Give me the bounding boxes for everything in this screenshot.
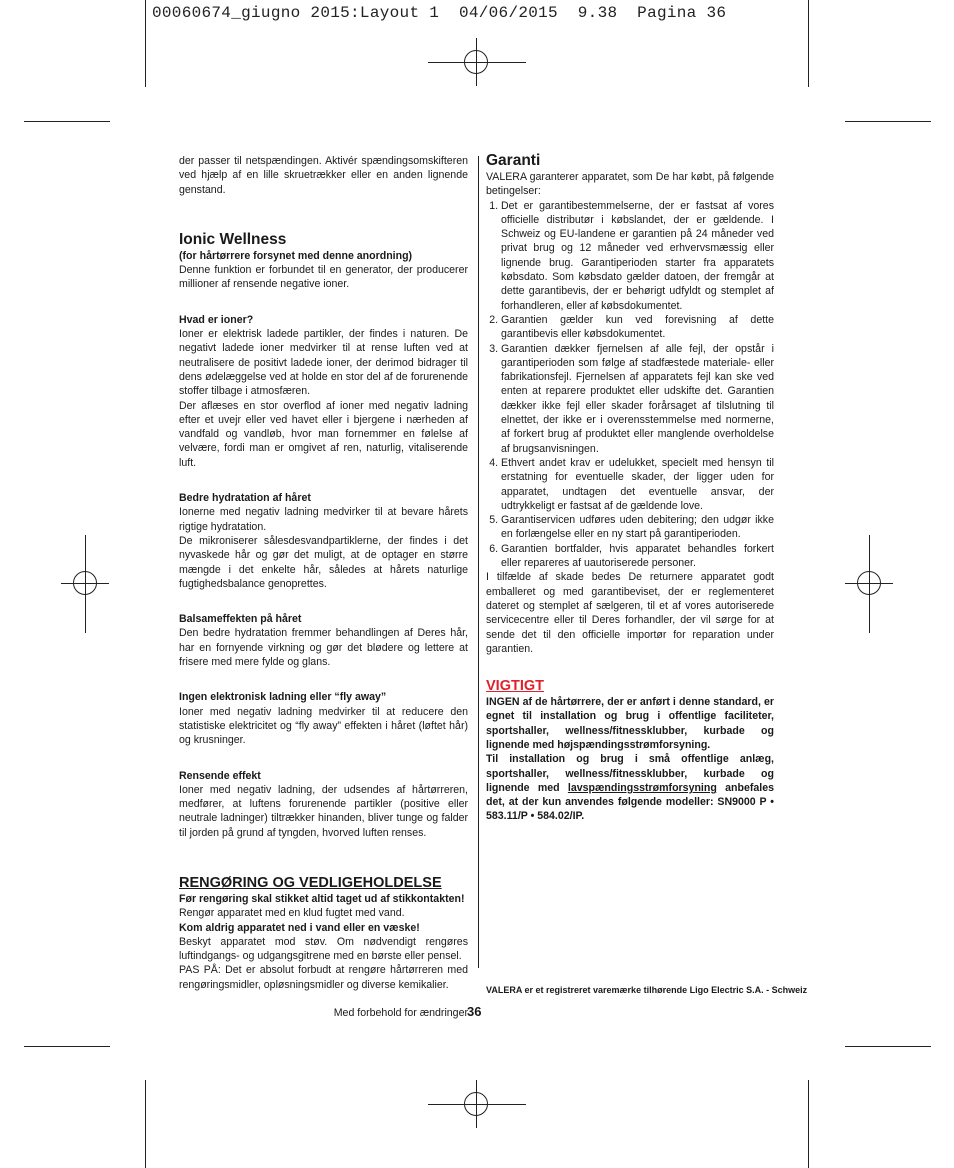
paragraph: De mikroniserer sålesdesvandpartiklerne, der findes i det nyvaskede hår og gør det muligt, at de optager en større mængde i det enkelte hår, således at hårets naturlige fugtighedsbalance genoprettes. bbox=[179, 534, 468, 590]
paragraph: Beskyt apparatet mod støv. Om nødvendigt rengøres luftindgangs- og udgangsgitrene med en børste eller pensel. bbox=[179, 935, 468, 963]
registration-circle-icon bbox=[464, 1092, 488, 1116]
registration-circle-icon bbox=[857, 571, 881, 595]
list-item: 1. Det er garantibestemmelserne, der er fastsat af vores officielle distributør i købslandet, der er gældende. I Schweiz og EU-landene er garantien på 24 måneder ved privat brug og 12 måneder ved erhvervsmæssig eller lignende brug. Garantiperioden starter fra apparatets købsdato. Som købsdato gælder datoen, der fremgår at dette garantibevis, der er behørigt udfyldt og stemplet af forhandleren, eller af købsdokumentet. bbox=[501, 199, 774, 313]
vigtigt-paragraph bbox=[486, 752, 774, 823]
text-span: Til installation og brug i små offentlige anlæg, sportshaller, wellness/fitnessklubber, kurbade og lignende med bbox=[486, 753, 774, 794]
registration-circle-icon bbox=[464, 50, 488, 74]
crop-mark bbox=[808, 0, 809, 87]
list-item: 5. Garantiservicen udføres uden debitering; den udgør ikke en forlængelse eller en ny start på garantiperioden. bbox=[501, 513, 774, 542]
list-item: 3. Garantien dækker fjernelsen af alle fejl, der opstår i garantiperioden som følge af stadfæstede materiale- eller fabrikationsfejl. Fjernelsen af apparatets fejl kan ske ved enten at reparere produktet eller udskifte det. Garantien dækker ikke fejl eller skader forårsaget af tilslutning til elnettet, der ikke er i overensstemmelse med normerne, af forkert brug af produktet eller manglende overholdelse af brugsanvisningen. bbox=[501, 342, 774, 456]
crop-mark bbox=[808, 1080, 809, 1168]
text-span: anbefales det, at der kun anvendes følgende modeller: SN9000 P • 583.11/P • 584.02/IP. bbox=[486, 781, 774, 823]
paragraph: PAS PÅ: Det er absolut forbudt at rengøre hårtørreren med rengøringsmidler, opløsningsmidler og diverse kemikalier. bbox=[179, 964, 468, 991]
section-heading: Bedre hydratation af håret bbox=[179, 492, 311, 505]
crop-mark bbox=[845, 1046, 931, 1047]
garanti-outro: I tilfælde af skade bedes De returnere apparatet godt emballeret og med garantibeviset, der er reglementeret dateret og stemplet af sælgeren, til et af vores autoriserede servicecentre eller til Deres forhandler, der vil sørge for at sende det til den officielle importør for reparation under garantien. bbox=[486, 571, 774, 655]
crop-mark bbox=[145, 0, 146, 87]
intro-text: der passer til netspændingen. Aktivér spændingsomskifteren ved hjælp af en lille skruetrækker eller en anden lignende genstand. bbox=[179, 155, 468, 196]
underlined-term: lavspændingsstrømforsyning bbox=[567, 781, 717, 794]
warning-text: Før rengøring skal stikket altid taget ud af stikkontakten! bbox=[179, 892, 465, 905]
trademark-note: VALERA er et registreret varemærke tilhørende Ligo Electric S.A. - Schweiz bbox=[486, 985, 808, 995]
paragraph: Den bedre hydratation fremmer behandlingen af Deres hår, har en fornyende virkning og gør det blødere og lettere at frisere med mere fylde og glans. bbox=[179, 627, 468, 669]
paragraph: Ioner med negativ ladning medvirker til at reducere den statistiske elektricitet og “fly away” effekten i håret (løftet hår) og krusninger. bbox=[179, 705, 468, 747]
section-heading: Balsameffekten på håret bbox=[179, 613, 302, 626]
garanti-intro: VALERA garanterer apparatet, som De har købt, på følgende betingelser: bbox=[486, 171, 774, 198]
ionic-subtitle: (for hårtørrere forsynet med denne anordning) bbox=[179, 249, 413, 262]
page-number: 36 bbox=[467, 1004, 482, 1019]
garanti-title: Garanti bbox=[486, 152, 541, 169]
list-item: 2. Garantien gælder kun ved forevisning af dette garantibevis eller købsdokumentet. bbox=[501, 313, 774, 342]
section-heading: Ingen elektronisk ladning eller “fly away” bbox=[179, 691, 387, 704]
section-heading: Rensende effekt bbox=[179, 769, 261, 782]
right-column bbox=[486, 152, 774, 824]
section-heading: Hvad er ioner? bbox=[179, 313, 254, 326]
column-divider bbox=[478, 156, 479, 968]
print-slug: 00060674_giugno 2015:Layout 1 04/06/2015 9.38 Pagina 36 bbox=[152, 4, 727, 22]
paragraph: Rengør apparatet med en klud fugtet med vand. bbox=[179, 907, 405, 920]
cleaning-title: RENGØRING OG VEDLIGEHOLDELSE bbox=[179, 874, 442, 891]
vigtigt-title: VIGTIGT bbox=[486, 678, 544, 695]
crop-mark bbox=[24, 121, 110, 122]
crop-mark bbox=[145, 1080, 146, 1168]
reserve-note: Med forbehold for ændringer bbox=[333, 1007, 468, 1020]
registration-circle-icon bbox=[73, 571, 97, 595]
crop-mark bbox=[24, 1046, 110, 1047]
paragraph: Ioner med negativ ladning, der udsendes af hårtørreren, medfører, at luftens forurenende partikler (positive eller neutrale ladninger) tiltrækker hinanden, bliver tunge og falder til jorden på grund af tyngden, hvorved luften renses. bbox=[179, 783, 468, 839]
crop-mark bbox=[845, 121, 931, 122]
ionic-text: Denne funktion er forbundet til en generator, der producerer millioner af rensende negative ioner. bbox=[179, 264, 468, 291]
paragraph: Ioner er elektrisk ladede partikler, der findes i naturen. De negativt ladede ioner medvirker til at rense luften ved at neutralisere de positivt ladede ioner, der derimod bidrager til dens ødelæggelse ved at holde en stor del af de forurenende stoffer tilbage i atmosfæren. bbox=[179, 328, 468, 398]
list-item: 6. Garantien bortfalder, hvis apparatet behandles forkert eller repareres af uautoriserede personer. bbox=[501, 542, 774, 571]
warranty-list bbox=[486, 199, 774, 571]
vigtigt-paragraph: INGEN af de hårtørrere, der er anført i denne standard, er egnet til installation og brug i offentlige faciliteter, sportshaller, wellness/fitnessklubber, kurbade og lignende med højspændingsstrømforsyning. bbox=[486, 696, 774, 751]
list-item: 4. Ethvert andet krav er udelukket, specielt med hensyn til erstatning for eventuelle skader, der ligger uden for apparatet, undtagen det eventuelle ansvar, der udtrykkeligt er fastsat af de gældende love. bbox=[501, 456, 774, 513]
left-column bbox=[179, 154, 468, 1020]
paragraph: Ionerne med negativ ladning medvirker til at bevare hårets rigtige hydratation. bbox=[179, 506, 468, 533]
warning-text: Kom aldrig apparatet ned i vand eller en væske! bbox=[179, 921, 420, 934]
ionic-title: Ionic Wellness bbox=[179, 230, 287, 248]
paragraph: Der aflæses en stor overflod af ioner med negativ ladning efter et uvejr eller ved havet eller i bjergene i nærheden af vandfald og vandløb, hvor man fornemmer en følelse af velvære, fordi man er omgivet af ren, naturlig, vitaliserende luft. bbox=[179, 399, 468, 469]
